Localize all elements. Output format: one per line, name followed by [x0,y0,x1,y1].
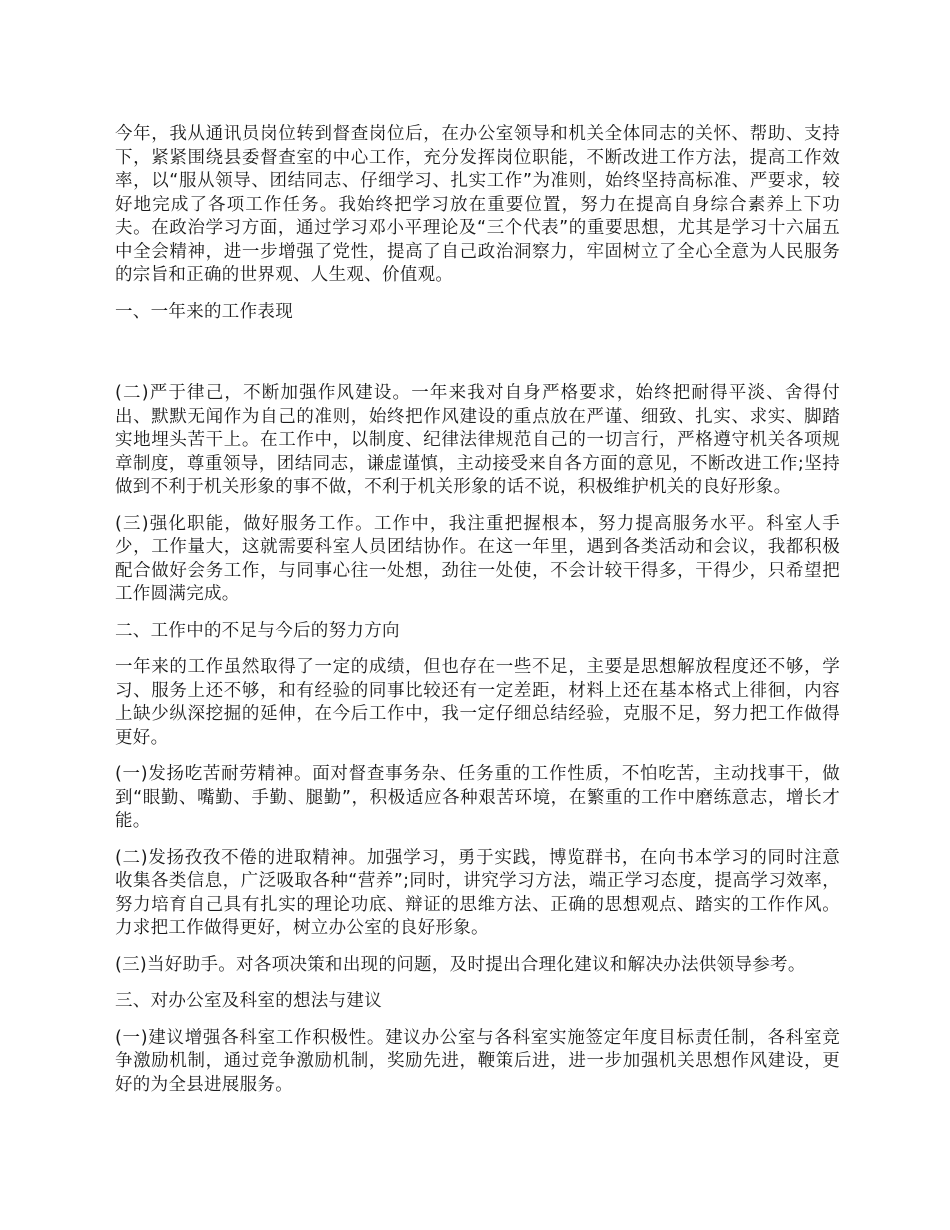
section-heading-2: 二、工作中的不足与今后的努力方向 [115,620,400,641]
section-heading-3: 三、对办公室及科室的想法与建议 [115,991,382,1011]
paragraph-2-1: (一)发扬吃苦耐劳精神。面对督查事务杂、任务重的工作性质，不怕吃苦，主动找事干，做到“眼勤、嘴勤、手勤、腿勤”，积极适应各种艰苦环境，在繁重的工作中磨练意志，增长才能。 [115,764,840,831]
paragraph-3-1: (一)建议增强各科室工作积极性。建议办公室与各科室实施签定年度目标责任制，各科室竞争激励机制，通过竞争激励机制，奖励先进，鞭策后进，进一步加强机关思想作风建设，更好的为全县进展服务。 [115,1027,840,1095]
paragraph-1-2: (二)严于律己，不断加强作风建设。一年来我对自身严格要求，始终把耐得平淡、舍得付出、默默无闻作为自己的准则，始终把作风建设的重点放在严谨、细致、扎实、求实、脚踏实地埋头苦干上。在工作中，以制度、纪律法律规范自己的一切言行，严格遵守机关各项规章制度，尊重领导，团结同志，谦虚谨慎，主动接受来自各方面的意见，不断改进工作;坚持做到不利于机关形象的事不做，不利于机关形象的话不说，积极维护机关的良好形象。 [115,383,840,497]
intro-paragraph: 今年，我从通讯员岗位转到督查岗位后，在办公室领导和机关全体同志的关怀、帮助、支持下，紧紧围绕县委督查室的中心工作，充分发挥岗位职能，不断改进工作方法，提高工作效率，以“服从领导、团结同志、仔细学习、扎实工作”为准则，始终坚持高标准、严要求，较好地完成了各项工作任务。我始终把学习放在重要位置，努力在提高自身综合素养上下功夫。在政治学习方面，通过学习邓小平理论及“三个代表”的重要思想，尤其是学习十六届五中全会精神，进一步增强了党性，提高了自己政治洞察力，牢固树立了全心全意为人民服务的宗旨和正确的世界观、人生观、价值观。 [115,124,840,285]
section-heading-1: 一、一年来的工作表现 [115,301,293,322]
paragraph-2-2: (二)发扬孜孜不倦的进取精神。加强学习，勇于实践，博览群书，在向书本学习的同时注意收集各类信息，广泛吸取各种“营养”;同时，讲究学习方法，端正学习态度，提高学习效率，努力培育自己具有扎实的理论功底、辩证的思维方法、正确的思想观点、踏实的工作作风。力求把工作做得更好，树立办公室的良好形象。 [115,847,840,938]
paragraph-1-3: (三)强化职能，做好服务工作。工作中，我注重把握根本，努力提高服务水平。科室人手少，工作量大，这就需要科室人员团结协作。在这一年里，遇到各类活动和会议，我都积极配合做好会务工作，与同事心往一处想，劲往一处使，不会计较干得多，干得少，只希望把工作圆满完成。 [115,513,840,604]
document-body [115,123,840,1097]
paragraph-2-intro: 一年来的工作虽然取得了一定的成绩，但也存在一些不足，主要是思想解放程度还不够，学习、服务上还不够，和有经验的同事比较还有一定差距，材料上还在基本格式上徘徊，内容上缺少纵深挖掘的延伸，在今后工作中，我一定仔细总结经验，克服不足，努力把工作做得更好。 [115,657,840,748]
paragraph-2-3: (三)当好助手。对各项决策和出现的问题，及时提出合理化建议和解决办法供领导参考。 [115,954,806,975]
